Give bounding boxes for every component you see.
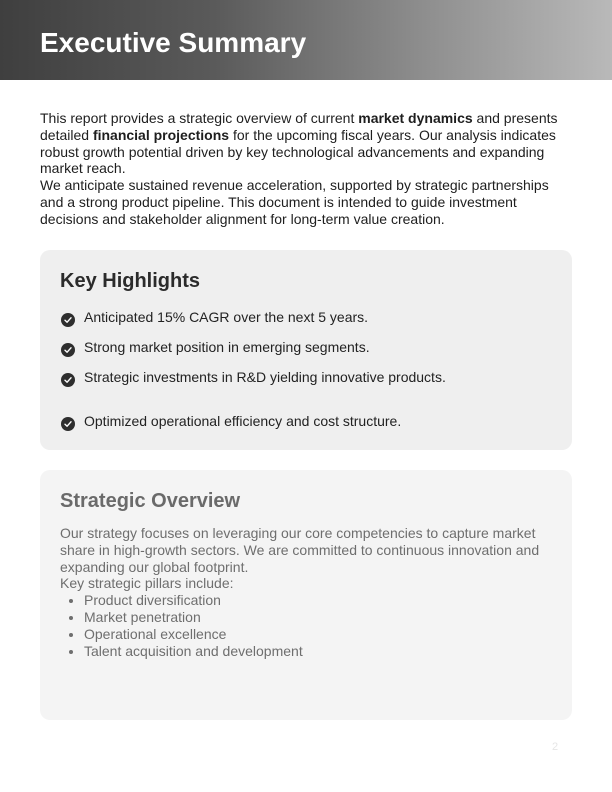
strategic-overview-title: Strategic Overview — [60, 490, 241, 512]
check-circle-icon — [61, 343, 75, 357]
strategic-overview-body — [60, 525, 550, 659]
intro-text: and presents detailed — [40, 110, 558, 143]
page-number: 2 — [552, 741, 559, 753]
key-highlights-title: Key Highlights — [60, 270, 201, 292]
intro-emphasis-market-dynamics: market dynamics — [358, 110, 473, 126]
highlight-item — [60, 308, 560, 328]
check-circle-icon — [61, 417, 75, 431]
pillars-intro: Key strategic pillars include: — [60, 575, 234, 592]
pillar-item: • Market penetration — [84, 609, 550, 626]
highlight-item — [60, 368, 560, 388]
intro-emphasis-financial-projections: financial projections — [92, 126, 230, 143]
highlight-text: Optimized operational efficiency and cost structure. — [84, 413, 402, 429]
highlight-item — [60, 338, 560, 358]
intro-text: This report provides a strategic overview of current — [40, 110, 359, 126]
highlight-item — [60, 412, 560, 432]
pillars-list — [60, 592, 550, 659]
strategic-overview-card — [40, 470, 572, 720]
check-circle-icon — [61, 373, 75, 387]
highlight-text: Strategic investments in R&D yielding innovative products. — [84, 369, 446, 385]
check-circle-icon — [61, 313, 75, 327]
intro-text: for the upcoming fiscal years. Our analysis indicates robust growth potential driven by key technological advancements and expanding market reach. — [40, 126, 556, 177]
pillar-item: • Talent acquisition and development — [84, 643, 550, 660]
pillar-item: • Product diversification — [84, 592, 550, 609]
pillar-item: • Operational excellence — [84, 626, 550, 643]
intro-paragraph-1 — [40, 110, 572, 177]
intro-paragraph-2: We anticipate sustained revenue acceleration, supported by strategic partnerships and a strong product pipeline. This document is intended to guide investment decisions and stakeholder alignment for long-term value creation. — [40, 177, 549, 227]
intro-section — [40, 110, 572, 228]
highlight-text: Strong market position in emerging segments. — [84, 339, 370, 355]
strategic-overview-paragraph: Our strategy focuses on leveraging our core competencies to capture market share in high-growth sectors. We are committed to continuous innovation and expanding our global footprint. — [60, 525, 540, 575]
page-title: Executive Summary — [40, 27, 307, 58]
highlight-text: Anticipated 15% CAGR over the next 5 years. — [84, 309, 369, 325]
header-banner — [0, 0, 612, 80]
key-highlights-card — [40, 250, 572, 450]
